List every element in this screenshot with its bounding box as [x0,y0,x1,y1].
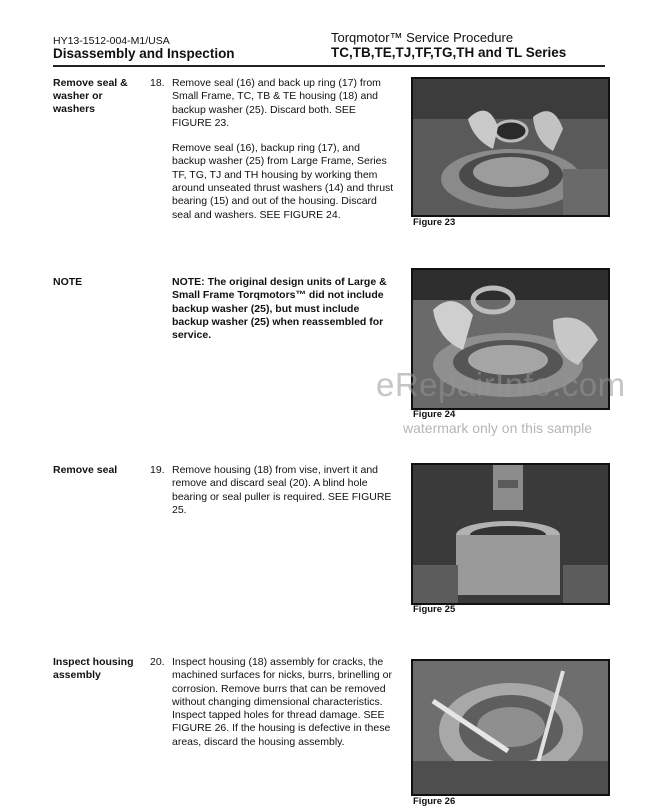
section-label-inspect-housing: Inspect housing assembly [53,656,134,681]
procedure-title: Torqmotor™ Service Procedure [331,30,514,45]
document-number: HY13-1512-004-M1/USA [53,35,170,47]
section-label-note: NOTE [53,276,83,288]
step-number-18: 18. [150,77,165,89]
figure-26-caption: Figure 26 [413,796,456,807]
figure-25-caption: Figure 25 [413,604,456,615]
step-20-text [172,656,394,761]
series-title: TC,TB,TE,TJ,TF,TG,TH and TL Series [331,45,567,60]
step-18-text [172,77,394,234]
step-19-paragraph-1: Remove housing (18) from vise, invert it and remove and discard seal (20). A blind hole bearing or seal puller is required. SEE FIGURE 25. [172,464,392,516]
section-title: Disassembly and Inspection [53,46,235,61]
note-text: NOTE: The original design units of Large & Small Frame Torqmotors™ did not include backup washer (25), but must include backup washer (25) when reassembled for service. [172,276,387,342]
step-20-paragraph-1: Inspect housing (18) assembly for cracks, the machined surfaces for nicks, burrs, brinelling or corrosion. Remove burrs that can be removed without changing dimensional characteristics. Inspect tapped holes for thread damage. SEE FIGURE 26. If the housing is defective in these areas, discard the housing assembly. [172,656,393,748]
step-18-paragraph-2: Remove seal (16), backup ring (17), and backup washer (25) from Large Frame, Series TF, TG, TJ and TH housing by working them around unseated thrust washers (14) and thrust bearing (15) and out of the housing. Discard seal and washers. SEE FIGURE 24. [172,142,394,221]
header-rule [53,65,605,67]
step-number-19: 19. [150,464,165,476]
figure-23-caption: Figure 23 [413,217,456,228]
section-label-remove-seal: Remove seal [53,464,118,476]
section-label-remove-seal-washer: Remove seal & washer or washers [53,77,128,115]
step-number-20: 20. [150,656,165,668]
figure-26-photo [411,659,610,796]
figure-23-photo [411,77,610,217]
step-19-text [172,464,394,529]
figure-24-caption: Figure 24 [413,409,456,420]
watermark-notice: watermark only on this sample [403,420,593,436]
watermark-brand: eRepairInfo.com [376,366,626,403]
figure-25-photo [411,463,610,605]
step-18-paragraph-1: Remove seal (16) and back up ring (17) from Small Frame, TC, TB & TE housing (18) and backup washer (25). Discard both. SEE FIGURE 23. [172,77,381,129]
